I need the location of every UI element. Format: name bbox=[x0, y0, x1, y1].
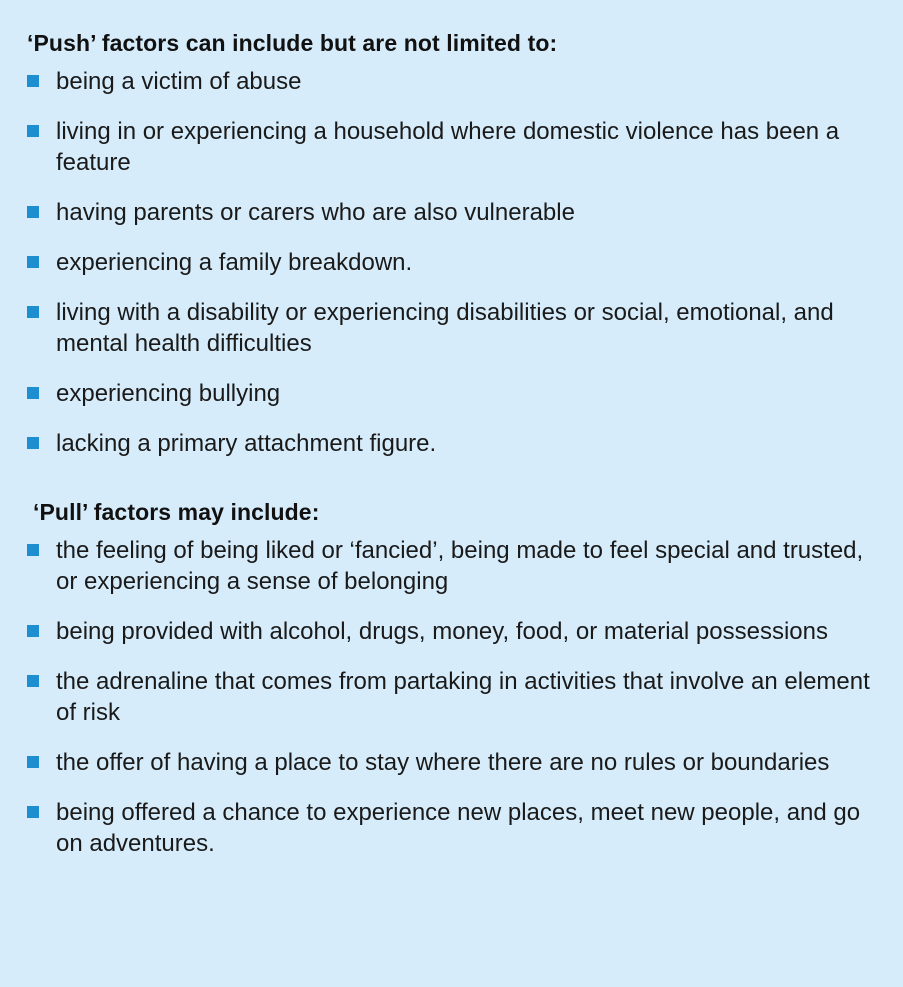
square-bullet-icon bbox=[27, 256, 39, 268]
list-item bbox=[25, 247, 883, 278]
list-item bbox=[25, 535, 883, 597]
push-factors-list bbox=[25, 66, 883, 459]
square-bullet-icon bbox=[27, 75, 39, 87]
list-item-text: being offered a chance to experience new places, meet new people, and go on adventures. bbox=[56, 799, 861, 857]
list-item bbox=[25, 797, 883, 859]
square-bullet-icon bbox=[27, 306, 39, 318]
list-item-text: the offer of having a place to stay where there are no rules or boundaries bbox=[56, 749, 830, 776]
pull-factors-heading: ‘Pull’ factors may include: bbox=[33, 499, 320, 525]
list-item-text: the adrenaline that comes from partaking in activities that involve an element of risk bbox=[56, 668, 870, 726]
list-item-text: living in or experiencing a household where domestic violence has been a feature bbox=[56, 118, 840, 176]
list-item bbox=[25, 66, 883, 97]
list-item bbox=[25, 747, 883, 778]
square-bullet-icon bbox=[27, 625, 39, 637]
list-item bbox=[25, 197, 883, 228]
list-item-text: experiencing a family breakdown. bbox=[56, 249, 413, 276]
square-bullet-icon bbox=[27, 125, 39, 137]
list-item-text: the feeling of being liked or ‘fancied’, being made to feel special and trusted, or experiencing a sense of belonging bbox=[56, 537, 864, 595]
square-bullet-icon bbox=[27, 675, 39, 687]
list-item bbox=[25, 616, 883, 647]
push-factors-heading: ‘Push’ factors can include but are not limited to: bbox=[27, 30, 558, 56]
list-item-text: having parents or carers who are also vulnerable bbox=[56, 199, 575, 226]
square-bullet-icon bbox=[27, 387, 39, 399]
list-item-text: experiencing bullying bbox=[56, 380, 281, 407]
square-bullet-icon bbox=[27, 756, 39, 768]
square-bullet-icon bbox=[27, 806, 39, 818]
list-item-text: living with a disability or experiencing disabilities or social, emotional, and mental health difficulties bbox=[56, 299, 834, 357]
list-item-text: being provided with alcohol, drugs, money, food, or material possessions bbox=[56, 618, 828, 645]
square-bullet-icon bbox=[27, 206, 39, 218]
list-item-text: being a victim of abuse bbox=[56, 68, 302, 95]
list-item bbox=[25, 297, 883, 359]
square-bullet-icon bbox=[27, 437, 39, 449]
list-item bbox=[25, 666, 883, 728]
list-item bbox=[25, 428, 883, 459]
list-item-text: lacking a primary attachment figure. bbox=[56, 430, 437, 457]
list-item bbox=[25, 378, 883, 409]
pull-factors-list bbox=[25, 535, 883, 859]
square-bullet-icon bbox=[27, 544, 39, 556]
list-item bbox=[25, 116, 883, 178]
